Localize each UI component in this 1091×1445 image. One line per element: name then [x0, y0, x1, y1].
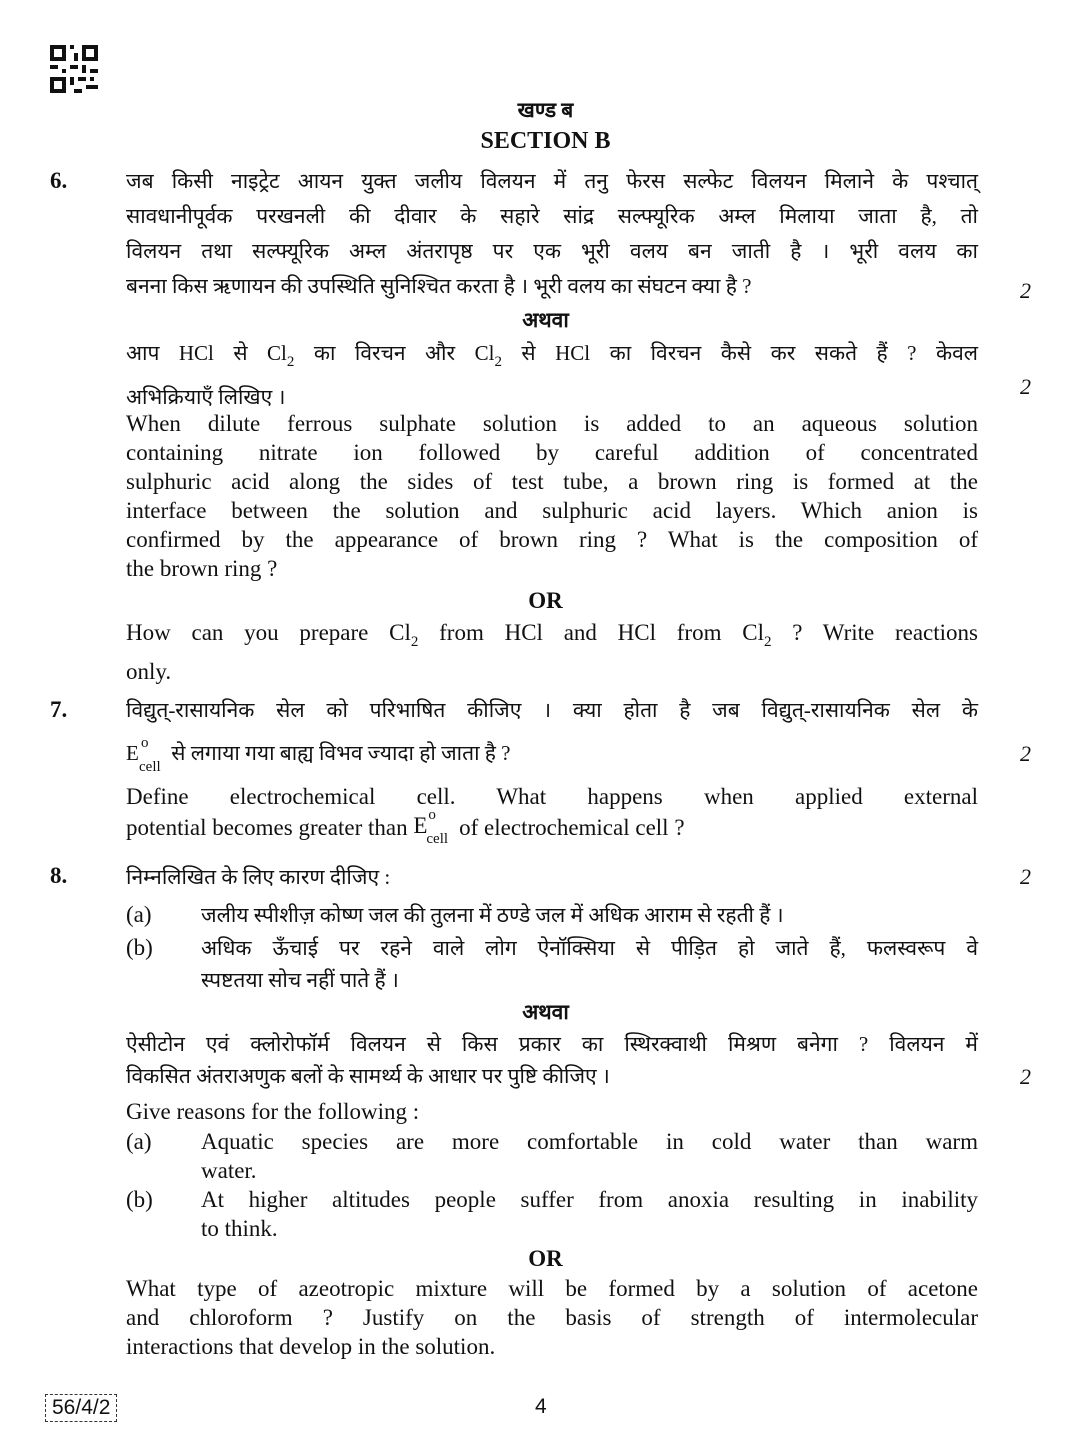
text: potential becomes greater than — [126, 815, 408, 840]
text: ? Write reactions — [771, 620, 978, 645]
text-line: विद्युत्-रासायनिक सेल को परिभाषित कीजिए । क्या होता है जब विद्युत्-रासायनिक सेल के — [126, 698, 978, 722]
marks: 2 — [1020, 278, 1031, 303]
item-label: (a) — [126, 902, 152, 927]
text-line — [126, 807, 978, 847]
q7-hindi-line2 — [126, 735, 978, 775]
q8-hindi-item-b — [126, 932, 978, 996]
text-line: अधिक ऊँचाई पर रहने वाले लोग ऐनॉक्सिया से पीड़ित हो जाते हैं, फलस्वरूप वे — [201, 936, 978, 960]
symbol: E — [126, 741, 139, 765]
q8-english-intro: Give reasons for the following : — [126, 1099, 420, 1124]
qr-code — [50, 45, 98, 93]
q7-english — [126, 782, 978, 847]
page-number: 4 — [535, 1395, 547, 1418]
or-hindi: अथवा — [522, 1000, 569, 1024]
text-line: अभिक्रियाएँ लिखिए । — [126, 385, 286, 409]
question-number: 7. — [50, 697, 68, 722]
text-line: विकसित अंतराअणुक बलों के सामर्थ्य के आधार पर पुष्टि कीजिए । — [126, 1064, 610, 1088]
q8-alt-english — [126, 1274, 978, 1361]
item-label: (b) — [126, 935, 153, 960]
text-line: only. — [126, 659, 172, 684]
text-line: sulphuric acid along the sides of test tube, a brown ring is formed at the — [126, 469, 978, 494]
item-label: (a) — [126, 1129, 152, 1154]
text-line: जलीय स्पीशीज़ कोष्ण जल की तुलना में ठण्डे जल में अधिक आराम से रहती हैं । — [201, 903, 784, 927]
subscript: 2 — [286, 354, 295, 370]
text: How can you prepare Cl — [126, 620, 411, 645]
q8-alt-hindi — [126, 1028, 978, 1092]
text-line: interactions that develop in the solution. — [126, 1334, 496, 1359]
text-line — [126, 618, 978, 657]
q6-alt-hindi — [126, 336, 978, 415]
text-line: सावधानीपूर्वक परखनली की दीवार के सहारे सांद्र सल्फ्यूरिक अम्ल मिलाया जाता है, तो — [126, 204, 978, 228]
marks: 2 — [1020, 1064, 1031, 1089]
marks: 2 — [1020, 741, 1031, 766]
section-title-english: SECTION B — [480, 128, 611, 154]
text-line: विलयन तथा सल्फ्यूरिक अम्ल अंतरापृष्ठ पर एक भूरी वलय बन जाती है । भूरी वलय का — [126, 239, 978, 263]
text-line: जब किसी नाइट्रेट आयन युक्त जलीय विलयन में तनु फेरस सल्फेट विलयन मिलाने के पश्चात् — [126, 169, 978, 193]
subscript: 2 — [494, 354, 502, 370]
marks: 2 — [1020, 374, 1031, 399]
q8-hindi-intro: निम्नलिखित के लिए कारण दीजिए : — [126, 865, 391, 889]
q6-hindi — [126, 164, 978, 304]
text: आप HCl से Cl — [126, 341, 287, 365]
subscript: 2 — [410, 634, 419, 650]
q8-english-item-b — [126, 1185, 978, 1243]
text-line: When dilute ferrous sulphate solution is added to an aqueous solution — [126, 411, 978, 436]
marks: 2 — [1020, 864, 1031, 889]
text-line: बनना किस ऋणायन की उपस्थिति सुनिश्चित करता है । भूरी वलय का संघटन क्या है ? — [126, 274, 752, 298]
question-number: 6. — [50, 168, 68, 193]
item-text — [201, 1127, 978, 1185]
or-english: OR — [528, 1246, 563, 1271]
or-hindi: अथवा — [522, 308, 569, 332]
q6-alt-english — [126, 618, 978, 686]
item-text — [201, 1185, 978, 1243]
e-cell-symbol — [126, 735, 166, 775]
text-line: interface between the solution and sulphuric acid layers. Which anion is — [126, 498, 978, 523]
paper-code: 56/4/2 — [45, 1394, 117, 1422]
subscript: 2 — [763, 634, 772, 650]
text-line: containing nitrate ion followed by careful addition of concentrated — [126, 440, 978, 465]
q8-hindi-item-a — [126, 899, 978, 931]
text: का विरचन और Cl — [294, 341, 495, 365]
text-line: स्पष्टतया सोच नहीं पाते हैं । — [201, 968, 399, 992]
superscript: o — [141, 735, 149, 751]
superscript: o — [428, 807, 436, 823]
text-line: to think. — [201, 1216, 278, 1241]
item-label: (b) — [126, 1187, 153, 1212]
text-line: What type of azeotropic mixture will be formed by a solution of acetone — [126, 1276, 978, 1301]
text-line: and chloroform ? Justify on the basis of strength of intermolecular — [126, 1305, 978, 1330]
text-line: At higher altitudes people suffer from anoxia resulting in inability — [201, 1187, 978, 1212]
q6-english — [126, 409, 978, 583]
subscript: cell — [426, 831, 449, 847]
e-cell-symbol — [413, 807, 453, 847]
section-title-hindi: खण्ड ब — [517, 98, 574, 122]
text-line: water. — [201, 1158, 257, 1183]
text: from HCl and HCl from Cl — [418, 620, 764, 645]
text-line: Define electrochemical cell. What happens when applied external — [126, 784, 978, 809]
q7-hindi-line1 — [126, 693, 978, 728]
text-line: Aquatic species are more comfortable in cold water than warm — [201, 1129, 978, 1154]
text-line — [126, 336, 978, 380]
or-english: OR — [528, 588, 563, 613]
text-line: confirmed by the appearance of brown ring ? What is the composition of — [126, 527, 978, 552]
text-line: the brown ring ? — [126, 556, 278, 581]
symbol: E — [413, 813, 428, 838]
q8-english-item-a — [126, 1127, 978, 1185]
text: से HCl का विरचन कैसे कर सकते हैं ? केवल — [501, 341, 978, 365]
text: से लगाया गया बाह्य विभव ज्यादा हो जाता है ? — [171, 741, 511, 765]
item-text — [201, 932, 978, 996]
question-number: 8. — [50, 863, 68, 888]
text-line: ऐसीटोन एवं क्लोरोफॉर्म विलयन से किस प्रकार का स्थिरक्वाथी मिश्रण बनेगा ? विलयन में — [126, 1032, 978, 1056]
text: of electrochemical cell ? — [459, 815, 685, 840]
subscript: cell — [139, 759, 161, 775]
